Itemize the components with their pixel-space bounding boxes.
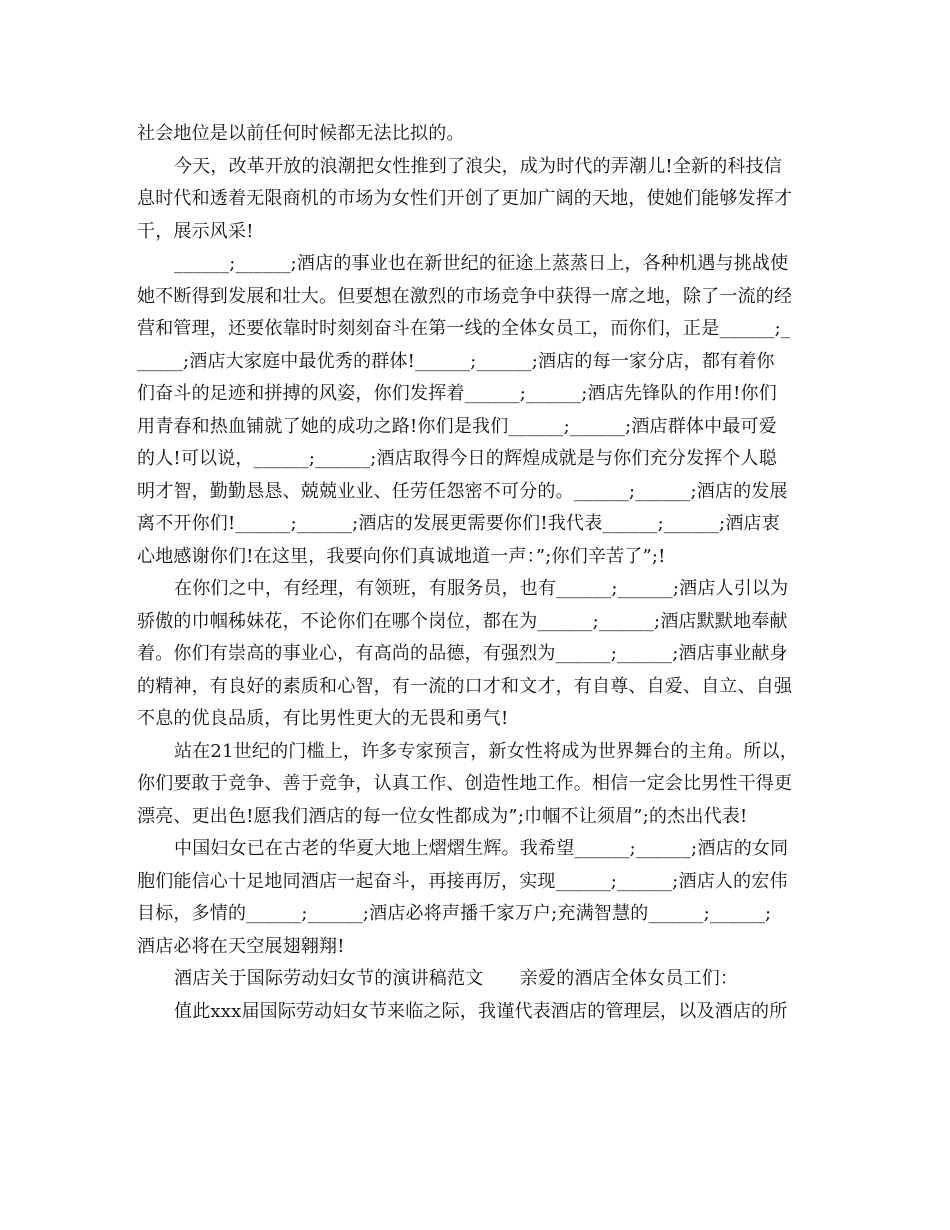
text-line: 干，展示风采! (137, 220, 254, 242)
text-line: 明才智，勤勤恳恳、兢兢业业、任劳任怨密不可分的。______;______;酒店的发展 (137, 480, 788, 502)
text-line: 中国妇女已在古老的华夏大地上熠熠生辉。我希望______;______;酒店的女同 (174, 838, 789, 859)
text-line: 骄傲的巾帼秭妹花，不论你们在哪个岗位，都在为______;______;酒店默默地奉献 (137, 610, 788, 632)
text-line: 胞们能信心十足地同酒店一起奋斗，再接再厉，实现______;______;酒店人的宏伟 (137, 870, 788, 892)
text-line: 息时代和透着无限商机的市场为女性们开创了更加广阔的天地，使她们能够发挥才 (137, 188, 793, 209)
text-line: 的精神，有良好的素质和心智，有一流的口才和文才，有自尊、自爱、自立、自强 (137, 675, 793, 697)
text-line: 营和管理，还要依靠时时刻刻奋斗在第一线的全体女员工，而你们，正是______;_ (137, 318, 791, 339)
text-line: 你们要敢于竞争、善于竞争，认真工作、创造性地工作。相信一定会比男性干得更 (137, 773, 793, 794)
text-line: _____;酒店大家庭中最优秀的群体!______;______;酒店的每一家分店，都有着你 (137, 350, 775, 372)
text-line: 着。你们有崇高的事业心，有高尚的品德，有强烈为______;______;酒店事业献身 (137, 643, 788, 664)
text-line: 漂亮、更出色!愿我们酒店的每一位女性都成为”;巾帼不让须眉”;的杰出代表! (137, 805, 748, 827)
text-line: 值此xxx届国际劳动妇女节来临之际，我谨代表酒店的管理层，以及酒店的所 (174, 1000, 788, 1022)
text-line: 不息的优良品质，有比男性更大的无畏和勇气! (137, 708, 509, 729)
text-line: 的人!可以说，______;______;酒店取得今日的辉煌成就是与你们充分发挥个人聪 (137, 448, 777, 469)
text-line: 心地感谢你们!在这里，我要向你们真诚地道一声：”;你们辛苦了”;! (137, 545, 666, 567)
speech-body-text (137, 118, 827, 1028)
text-line: 目标，多情的______;______;酒店必将声播千家万户;充满智慧的______;______; (137, 903, 772, 924)
text-line: 社会地位是以前任何时候都无法比拟的。 (137, 123, 465, 144)
text-line: 今天，改革开放的浪潮把女性推到了浪尖，成为时代的弄潮儿!全新的科技信 (174, 155, 783, 177)
text-line: 站在21世纪的门槛上，许多专家预言，新女性将成为世界舞台的主角。所以， (174, 740, 798, 762)
text-line: 用青春和热血铺就了她的成功之路!你们是我们______;______;酒店群体中最可爱 (137, 415, 777, 437)
text-line: 在你们之中，有经理，有领班，有服务员，也有______;______;酒店人引以为 (174, 578, 789, 599)
text-line: 酒店关于国际劳动妇女节的演讲稿范文 亲爱的酒店全体女员工们： (174, 968, 739, 989)
text-line: 酒店必将在天空展翅翱翔! (137, 935, 345, 957)
text-line: 她不断得到发展和壮大。但要想在激烈的市场竞争中获得一席之地，除了一流的经 (137, 285, 793, 307)
text-line: 离不开你们!______;______;酒店的发展更需要你们!我代表______;______;酒店衷 (137, 513, 780, 534)
text-line: ______;______;酒店的事业也在新世纪的征途上蒸蒸日上，各种机遇与挑战使 (174, 253, 789, 274)
text-line: 们奋斗的足迹和拼搏的风姿，你们发挥着______;______;酒店先锋队的作用!你们 (137, 383, 777, 404)
